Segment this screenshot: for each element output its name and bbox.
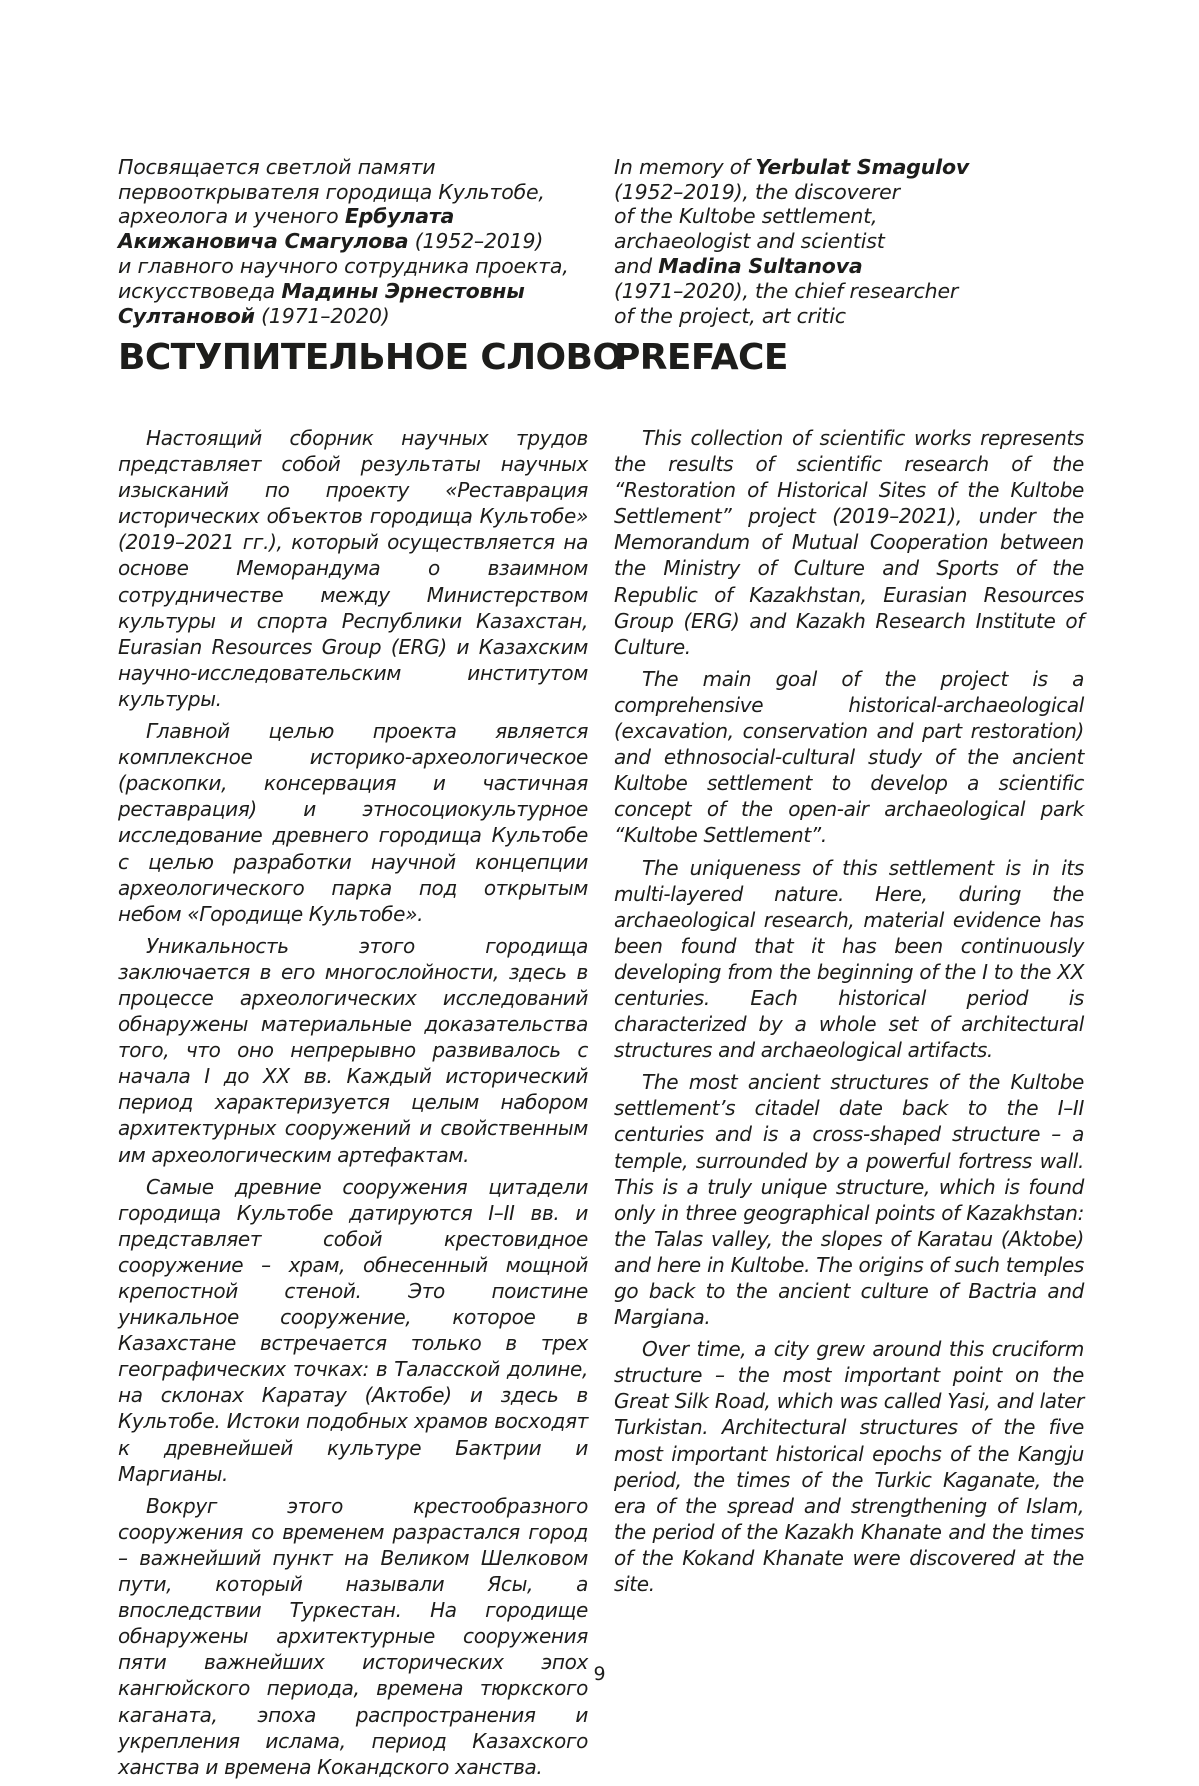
- paragraph: Главной целью проекта является комплексное историко-археологическое (раскопки, консервация и частичная реставрация) и этносоциокультурное исследование древнего городища Культобе с целью разработки научной концепции археологического парка под открытым небом «Городище Культобе».: [118, 719, 588, 926]
- dedication-en-name: Madina Sultanova: [658, 253, 863, 278]
- heading-en: PREFACE: [614, 337, 788, 378]
- paragraph: Настоящий сборник научных трудов представляет собой результаты научных изысканий по проекту «Реставрация исторических объектов городища Культобе» (2019–2021 гг.), который осуществляется на основе Меморандума о взаимном сотрудничестве между Министерством культуры и спорта Республики Казахстан, Eurasian Resources Group (ERG) и Казахским научно-исследовательским институтом культуры.: [118, 426, 588, 711]
- heading-ru: ВСТУПИТЕЛЬНОЕ СЛОВО: [118, 337, 623, 378]
- dedication-ru: [118, 130, 569, 328]
- body-text-en: [614, 425, 1084, 1603]
- paragraph: Самые древние сооружения цитадели городища Культобе датируются I–II вв. и представляет собой крестовидное сооружение – храм, обнесенный мощной крепостной стеной. Это поистине уникальное сооружение, которое в Казахстане встречается только в трех географических точках: в Таласской долине, на склонах Каратау (Актобе) и здесь в Культобе. Истоки подобных храмов восходят к древнейшей культуре Бактрии и Маргианы.: [118, 1174, 588, 1486]
- dedication-ru-name: Мадины Эрнестовны Султановой: [118, 278, 525, 328]
- dedication-en-part: (1952–2019), the discoverer of the Kultobe settlement, archaeologist and scientist and: [614, 179, 900, 278]
- dedication-ru-part: (1971–2020): [254, 303, 390, 328]
- dedication-en-part: In memory of: [614, 154, 756, 179]
- page-number: 9: [593, 1663, 606, 1685]
- paragraph: The main goal of the project is a comprehensive historical-archaeological (excavation, conservation and part restoration) and ethnosocial-cultural study of the ancient Kultobe settlement to develop a scientific concept of the open-air archaeological park “Kultobe Settlement”.: [614, 666, 1084, 848]
- paragraph: Уникальность этого городища заключается в его многослойности, здесь в процессе археологических исследований обнаружены материальные доказательства того, что оно непрерывно развивалось с начала I до XX вв. Каждый исторический период характеризуется целым набором архитектурных сооружений и свойственным им археологическим артефактам.: [118, 933, 588, 1167]
- body-text-ru: [118, 425, 588, 1786]
- paragraph: The most ancient structures of the Kultobe settlement’s citadel date back to the I–II centuries and is a cross-shaped structure – a temple, surrounded by a powerful fortress wall. This is a truly unique structure, which is found only in three geographical points of Kazakhstan: the Talas valley, the slopes of Karatau (Aktobe) and here in Kultobe. The origins of such temples go back to the ancient culture of Bactria and Margiana.: [614, 1070, 1084, 1330]
- paragraph: This collection of scientific works represents the results of scientific research of the “Restoration of Historical Sites of the Kultobe Settlement” project (2019–2021), under the Memorandum of Mutual Cooperation between the Ministry of Culture and Sports of the Republic of Kazakhstan, Eurasian Resources Group (ERG) and Kazakh Research Institute of Culture.: [614, 426, 1084, 659]
- dedication-en-part: (1971–2020), the chief researcher of the project, art critic: [614, 278, 959, 328]
- dedication-en: [614, 130, 969, 328]
- dedication-en-name: Yerbulat Smagulov: [755, 154, 969, 179]
- paragraph: Over time, a city grew around this cruciform structure – the most important point on the Great Silk Road, which was called Yasi, and later Turkistan. Architectural structures of the five most important historical epochs of the Kangju period, the times of the Turkic Kaganate, the era of the spread and strengthening of Islam, the period of the Kazakh Khanate and the times of the Kokand Khanate were discovered at the site.: [614, 1337, 1084, 1597]
- dedication-ru-part: (1952–2019) и главного научного сотрудника проекта, искусствоведа: [118, 229, 569, 303]
- paragraph: The uniqueness of this settlement is in its multi-layered nature. Here, during the archaeological research, material evidence has been found that it has been continuously developing from the beginning of the I to the XX centuries. Each historical period is characterized by a whole set of architectural structures and archaeological artifacts.: [614, 855, 1084, 1063]
- paragraph: Вокруг этого крестообразного сооружения со временем разрастался город – важнейший пункт на Великом Шелковом пути, который называли Ясы, а впоследствии Туркестан. На городище обнаружены архитектурные сооружения пяти важнейших исторических эпох кангюйского периода, времена тюркского каганата, эпоха распространения и укрепления ислама, период Казахского ханства и времена Кокандского ханства.: [118, 1493, 588, 1779]
- dedication-ru-part: Посвящается светлой памяти первооткрывателя городища Культобе, археолога и ученого: [118, 154, 545, 229]
- dedication-ru-name: Ербулата Акижановича Смагулова: [118, 204, 455, 254]
